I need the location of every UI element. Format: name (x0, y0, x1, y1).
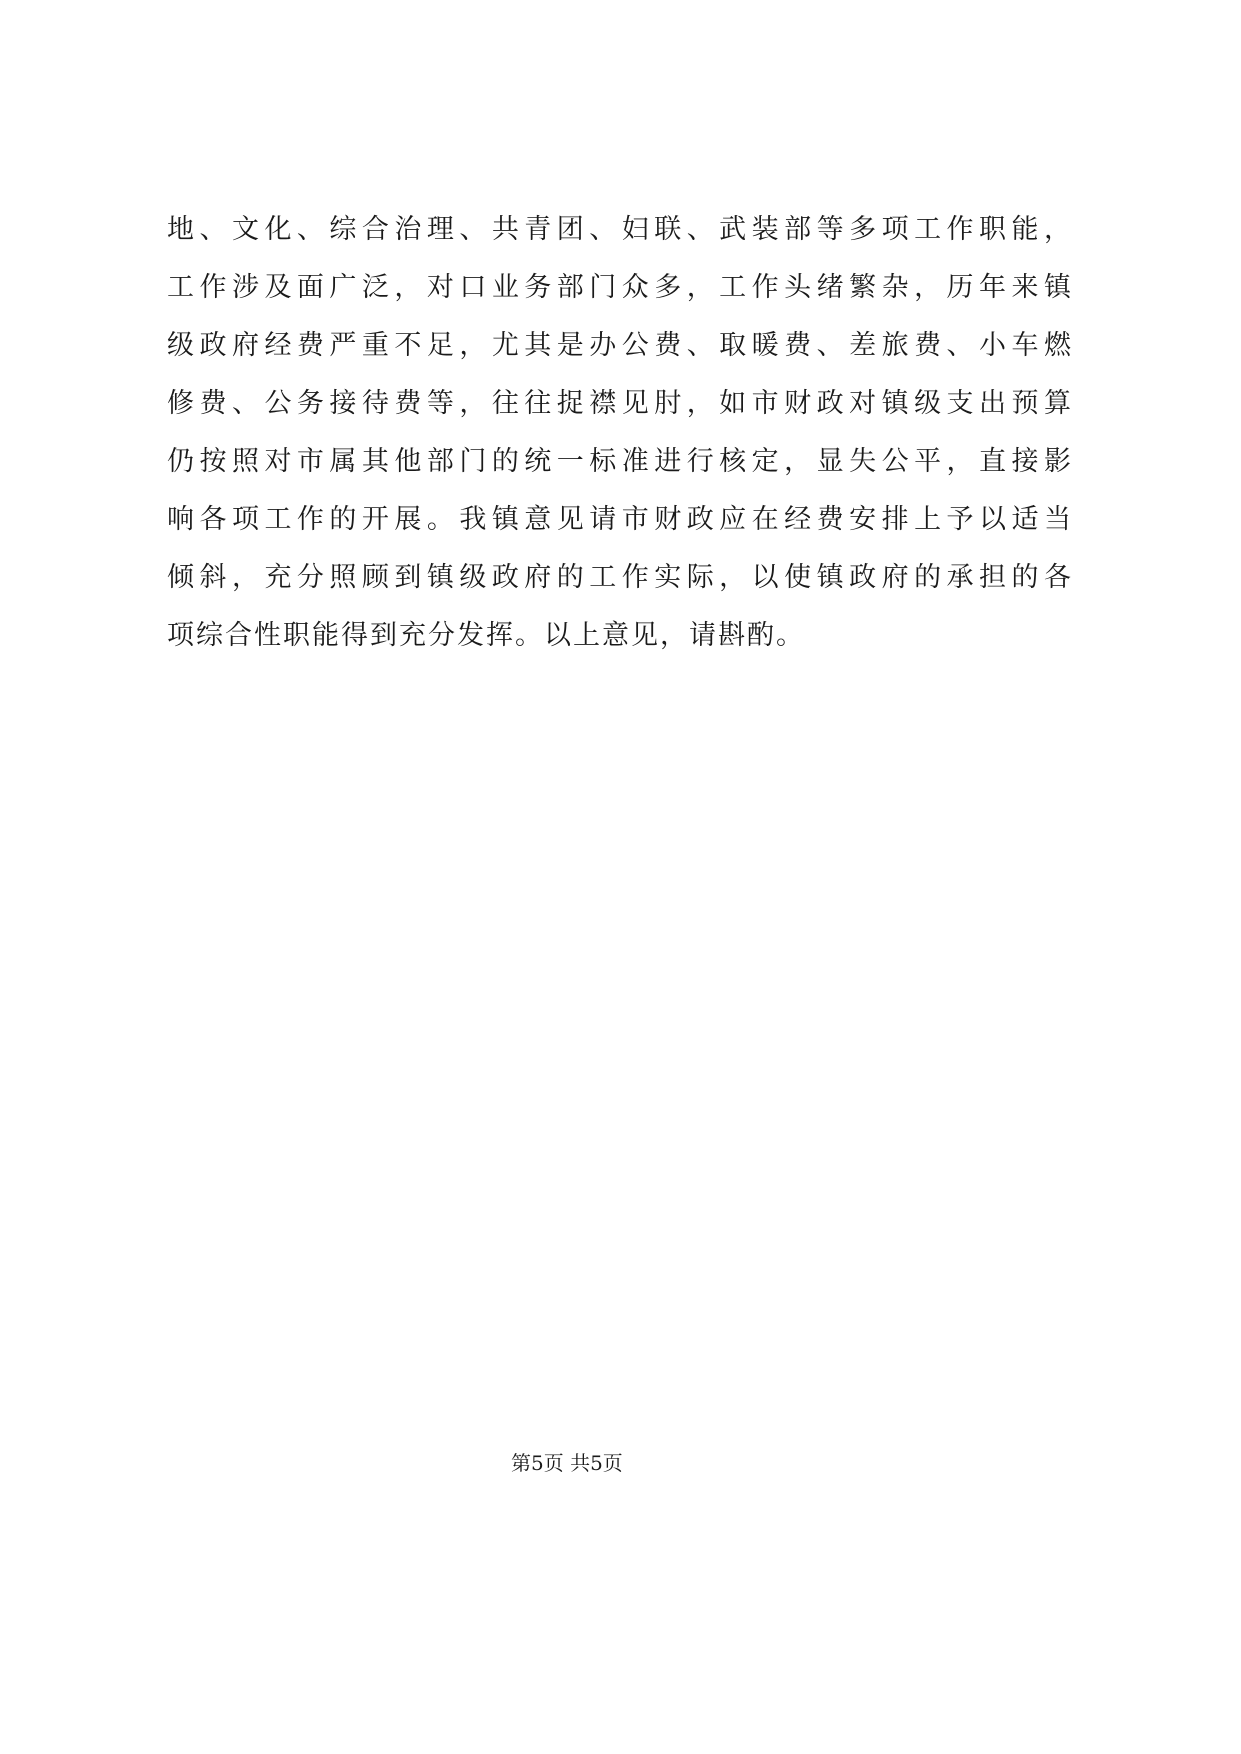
text-line: 地、文化、综合治理、共青团、妇联、武装部等多项工作职能， (167, 214, 1073, 245)
text-line: 响各项工作的开展。我镇意见请市财政应在经费安排上予以适当 (167, 504, 1073, 535)
body-paragraph (167, 201, 1073, 665)
text-line: 项综合性职能得到充分发挥。以上意见，请斟酌。 (167, 620, 805, 651)
text-line: 工作涉及面广泛，对口业务部门众多，工作头绪繁杂，历年来镇 (167, 272, 1073, 303)
text-line: 仍按照对市属其他部门的统一标准进行核定，显失公平，直接影 (167, 446, 1073, 477)
text-line: 级政府经费严重不足，尤其是办公费、取暖费、差旅费、小车燃 (167, 330, 1073, 361)
text-line: 修费、公务接待费等，往往捉襟见肘，如市财政对镇级支出预算 (167, 388, 1073, 419)
text-line: 倾斜，充分照顾到镇级政府的工作实际，以使镇政府的承担的各 (167, 562, 1073, 593)
page-number-footer: 第5页 共5页 (511, 1451, 623, 1475)
